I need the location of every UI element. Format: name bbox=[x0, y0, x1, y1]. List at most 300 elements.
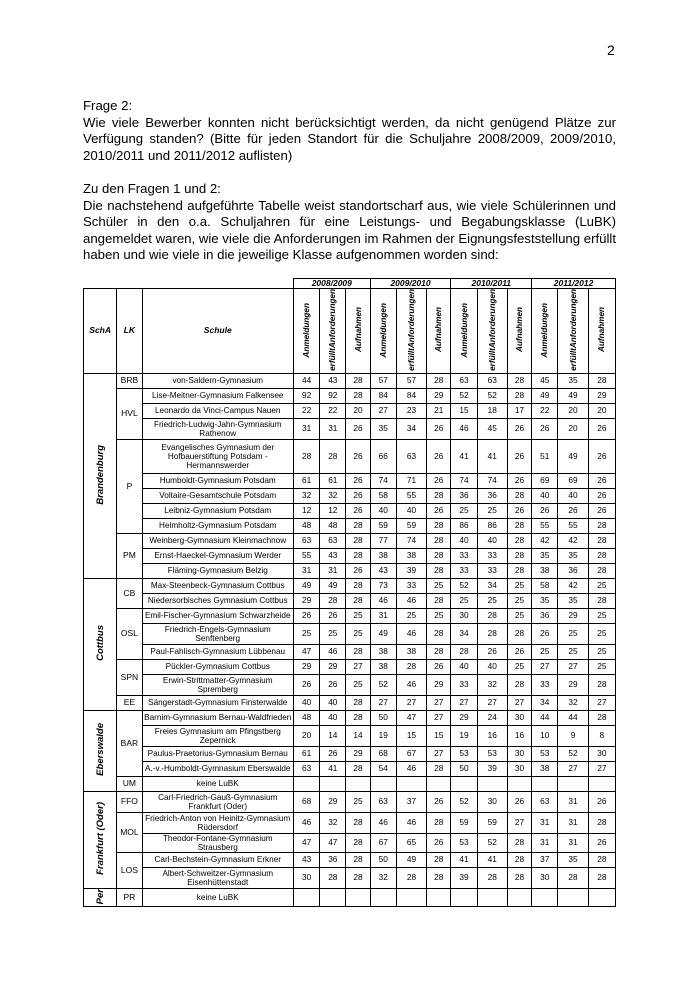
table-row bbox=[84, 644, 616, 659]
table-row bbox=[84, 593, 616, 608]
value-cell: 47 bbox=[320, 833, 346, 852]
value-cell: 27 bbox=[427, 746, 451, 761]
table-row bbox=[84, 695, 616, 710]
school-name: Emil-Fischer-Gymnasium Schwarzheide bbox=[142, 608, 293, 623]
school-name: Ernst-Haeckel-Gymnasium Werder bbox=[142, 548, 293, 563]
table-row bbox=[84, 563, 616, 578]
value-cell: 33 bbox=[477, 563, 507, 578]
value-cell: 33 bbox=[477, 548, 507, 563]
value-cell bbox=[507, 776, 531, 791]
scha-cell bbox=[84, 578, 117, 710]
value-cell: 46 bbox=[396, 674, 426, 695]
value-cell: 28 bbox=[346, 852, 370, 867]
value-cell bbox=[320, 776, 346, 791]
rotated-header-text: Aufnahmen bbox=[515, 307, 525, 353]
value-cell: 25 bbox=[346, 674, 370, 695]
value-cell: 28 bbox=[427, 548, 451, 563]
lk-cell: SPN bbox=[117, 659, 142, 695]
value-cell: 30 bbox=[588, 746, 615, 761]
table-row bbox=[84, 473, 616, 488]
value-cell: 63 bbox=[370, 791, 396, 812]
value-cell: 41 bbox=[477, 852, 507, 867]
value-cell: 26 bbox=[346, 503, 370, 518]
value-cell: 35 bbox=[558, 373, 588, 388]
value-cell: 28 bbox=[346, 695, 370, 710]
value-cell: 34 bbox=[477, 578, 507, 593]
value-cell: 25 bbox=[507, 593, 531, 608]
value-cell bbox=[558, 888, 588, 906]
value-cell: 63 bbox=[293, 533, 319, 548]
lk-cell: P bbox=[117, 439, 142, 533]
value-cell: 28 bbox=[346, 833, 370, 852]
value-cell: 26 bbox=[427, 439, 451, 473]
value-cell: 29 bbox=[427, 388, 451, 403]
scha-label: Eberswalde bbox=[94, 723, 106, 777]
school-name: Weinberg-Gymnasium Kleinmachnow bbox=[142, 533, 293, 548]
value-cell: 20 bbox=[293, 725, 319, 746]
value-cell bbox=[346, 776, 370, 791]
value-cell: 27 bbox=[346, 659, 370, 674]
table-row bbox=[84, 746, 616, 761]
col-header-anmeldungen bbox=[293, 289, 319, 374]
col-header-anmeldungen bbox=[370, 289, 396, 374]
value-cell: 29 bbox=[346, 746, 370, 761]
year-header: 2011/2012 bbox=[532, 279, 616, 289]
value-cell: 40 bbox=[451, 533, 477, 548]
value-cell: 74 bbox=[451, 473, 477, 488]
value-cell: 84 bbox=[396, 388, 426, 403]
value-cell: 28 bbox=[588, 563, 615, 578]
value-cell: 28 bbox=[346, 548, 370, 563]
value-cell bbox=[532, 776, 558, 791]
value-cell: 49 bbox=[532, 388, 558, 403]
value-cell bbox=[477, 776, 507, 791]
rotated-header-text: Aufnahmen bbox=[353, 307, 363, 353]
table-row bbox=[84, 812, 616, 833]
value-cell: 61 bbox=[320, 473, 346, 488]
table-row bbox=[84, 852, 616, 867]
col-header-scha: SchA bbox=[84, 289, 117, 374]
school-name: Paul-Fahlisch-Gymnasium Lübbenau bbox=[142, 644, 293, 659]
value-cell: 33 bbox=[451, 548, 477, 563]
value-cell: 25 bbox=[346, 608, 370, 623]
value-cell bbox=[370, 888, 396, 906]
lk-cell: LOS bbox=[117, 852, 142, 888]
table-row bbox=[84, 373, 616, 388]
value-cell: 36 bbox=[558, 563, 588, 578]
col-header-erfuellt bbox=[320, 289, 346, 374]
value-cell: 28 bbox=[346, 518, 370, 533]
value-cell: 26 bbox=[507, 791, 531, 812]
school-name: Theodor-Fontane-Gymnasium Strausberg bbox=[142, 833, 293, 852]
table-row bbox=[84, 659, 616, 674]
value-cell: 25 bbox=[507, 659, 531, 674]
value-cell: 34 bbox=[532, 695, 558, 710]
table-row bbox=[84, 776, 616, 791]
value-cell bbox=[588, 776, 615, 791]
value-cell: 20 bbox=[346, 403, 370, 418]
value-cell: 40 bbox=[320, 710, 346, 725]
value-cell: 52 bbox=[451, 578, 477, 593]
value-cell: 27 bbox=[427, 710, 451, 725]
value-cell bbox=[588, 888, 615, 906]
value-cell: 46 bbox=[396, 812, 426, 833]
value-cell: 26 bbox=[532, 623, 558, 644]
value-cell: 24 bbox=[477, 710, 507, 725]
school-name: Carl-Bechstein-Gymnasium Erkner bbox=[142, 852, 293, 867]
value-cell: 19 bbox=[370, 725, 396, 746]
value-cell: 74 bbox=[396, 533, 426, 548]
school-name: Leonardo da Vinci-Campus Nauen bbox=[142, 403, 293, 418]
school-name: keine LuBK bbox=[142, 776, 293, 791]
value-cell: 29 bbox=[293, 593, 319, 608]
col-header-schule: Schule bbox=[142, 289, 293, 374]
value-cell: 40 bbox=[532, 488, 558, 503]
table-row bbox=[84, 403, 616, 418]
table-row bbox=[84, 439, 616, 473]
school-name: Leibniz-Gymnasium Potsdam bbox=[142, 503, 293, 518]
value-cell bbox=[451, 776, 477, 791]
value-cell bbox=[396, 888, 426, 906]
value-cell: 28 bbox=[427, 563, 451, 578]
value-cell: 15 bbox=[451, 403, 477, 418]
value-cell: 28 bbox=[320, 593, 346, 608]
value-cell: 35 bbox=[370, 418, 396, 439]
value-cell: 12 bbox=[320, 503, 346, 518]
value-cell: 77 bbox=[370, 533, 396, 548]
value-cell: 45 bbox=[532, 373, 558, 388]
value-cell: 36 bbox=[477, 488, 507, 503]
value-cell: 26 bbox=[588, 791, 615, 812]
value-cell: 26 bbox=[427, 503, 451, 518]
value-cell: 20 bbox=[558, 403, 588, 418]
school-name: keine LuBK bbox=[142, 888, 293, 906]
value-cell: 28 bbox=[507, 373, 531, 388]
value-cell: 25 bbox=[532, 644, 558, 659]
table-row bbox=[84, 761, 616, 776]
value-cell: 39 bbox=[396, 563, 426, 578]
value-cell bbox=[451, 888, 477, 906]
value-cell: 55 bbox=[396, 488, 426, 503]
value-cell: 46 bbox=[370, 593, 396, 608]
value-cell: 31 bbox=[293, 418, 319, 439]
value-cell: 73 bbox=[370, 578, 396, 593]
value-cell: 26 bbox=[588, 439, 615, 473]
value-cell: 48 bbox=[293, 518, 319, 533]
value-cell: 26 bbox=[320, 746, 346, 761]
value-cell: 31 bbox=[532, 833, 558, 852]
value-cell: 59 bbox=[477, 812, 507, 833]
value-cell: 31 bbox=[558, 791, 588, 812]
value-cell: 36 bbox=[451, 488, 477, 503]
value-cell: 27 bbox=[427, 695, 451, 710]
value-cell: 25 bbox=[346, 791, 370, 812]
value-cell: 38 bbox=[370, 659, 396, 674]
value-cell: 49 bbox=[320, 578, 346, 593]
value-cell: 41 bbox=[451, 439, 477, 473]
value-cell: 28 bbox=[427, 373, 451, 388]
value-cell: 26 bbox=[507, 439, 531, 473]
value-cell: 26 bbox=[427, 473, 451, 488]
value-cell: 63 bbox=[396, 439, 426, 473]
value-cell: 74 bbox=[477, 473, 507, 488]
value-cell: 29 bbox=[320, 791, 346, 812]
value-cell: 59 bbox=[370, 518, 396, 533]
value-cell: 28 bbox=[346, 812, 370, 833]
value-cell: 26 bbox=[320, 674, 346, 695]
value-cell: 57 bbox=[370, 373, 396, 388]
value-cell: 28 bbox=[320, 867, 346, 888]
lk-cell: EE bbox=[117, 695, 142, 710]
school-name: Pückler-Gymnasium Cottbus bbox=[142, 659, 293, 674]
value-cell: 69 bbox=[558, 473, 588, 488]
value-cell: 27 bbox=[507, 812, 531, 833]
value-cell: 66 bbox=[370, 439, 396, 473]
value-cell: 33 bbox=[532, 674, 558, 695]
value-cell: 27 bbox=[370, 403, 396, 418]
value-cell: 29 bbox=[427, 674, 451, 695]
col-header-aufnahmen bbox=[346, 289, 370, 374]
value-cell: 50 bbox=[370, 852, 396, 867]
value-cell: 26 bbox=[427, 418, 451, 439]
value-cell: 26 bbox=[293, 608, 319, 623]
question-heading: Frage 2: bbox=[83, 98, 133, 113]
value-cell: 31 bbox=[320, 418, 346, 439]
value-cell: 28 bbox=[588, 710, 615, 725]
value-cell: 28 bbox=[346, 710, 370, 725]
value-cell: 28 bbox=[507, 388, 531, 403]
value-cell: 35 bbox=[558, 852, 588, 867]
scha-cell bbox=[84, 373, 117, 578]
value-cell: 40 bbox=[477, 533, 507, 548]
value-cell: 19 bbox=[451, 725, 477, 746]
value-cell: 9 bbox=[558, 725, 588, 746]
value-cell: 28 bbox=[451, 644, 477, 659]
col-header-lk: LK bbox=[117, 289, 142, 374]
table-row bbox=[84, 418, 616, 439]
year-header: 2009/2010 bbox=[370, 279, 451, 289]
value-cell: 38 bbox=[370, 548, 396, 563]
value-cell: 63 bbox=[451, 373, 477, 388]
value-cell: 30 bbox=[293, 867, 319, 888]
table-row bbox=[84, 488, 616, 503]
value-cell: 28 bbox=[320, 439, 346, 473]
value-cell: 71 bbox=[396, 473, 426, 488]
scha-label: Per bbox=[94, 888, 106, 905]
value-cell: 29 bbox=[451, 710, 477, 725]
value-cell: 29 bbox=[558, 608, 588, 623]
col-header-aufnahmen bbox=[588, 289, 615, 374]
value-cell: 26 bbox=[507, 503, 531, 518]
rotated-header-text: Anmeldungen bbox=[302, 302, 312, 358]
value-cell: 69 bbox=[532, 473, 558, 488]
value-cell: 61 bbox=[293, 746, 319, 761]
value-cell: 28 bbox=[477, 608, 507, 623]
value-cell: 55 bbox=[558, 518, 588, 533]
value-cell: 26 bbox=[588, 488, 615, 503]
value-cell: 50 bbox=[451, 761, 477, 776]
value-cell: 27 bbox=[370, 695, 396, 710]
table-row bbox=[84, 623, 616, 644]
value-cell: 29 bbox=[588, 388, 615, 403]
value-cell: 28 bbox=[507, 563, 531, 578]
value-cell: 57 bbox=[396, 373, 426, 388]
value-cell: 30 bbox=[532, 867, 558, 888]
lk-cell: BRB bbox=[117, 373, 142, 388]
value-cell: 28 bbox=[477, 623, 507, 644]
value-cell: 28 bbox=[507, 518, 531, 533]
school-name: Barnim-Gymnasium Bernau-Waldfrieden bbox=[142, 710, 293, 725]
value-cell: 26 bbox=[346, 473, 370, 488]
value-cell: 8 bbox=[588, 725, 615, 746]
lk-cell: PR bbox=[117, 888, 142, 906]
value-cell: 48 bbox=[293, 710, 319, 725]
value-cell: 86 bbox=[451, 518, 477, 533]
value-cell: 42 bbox=[558, 578, 588, 593]
value-cell: 26 bbox=[507, 473, 531, 488]
value-cell: 28 bbox=[346, 373, 370, 388]
value-cell: 49 bbox=[396, 852, 426, 867]
school-name: Evangelisches Gymnasium der Hofbauerstiftung Potsdam - Hermannswerder bbox=[142, 439, 293, 473]
value-cell: 54 bbox=[370, 761, 396, 776]
value-cell: 28 bbox=[427, 623, 451, 644]
value-cell: 28 bbox=[427, 852, 451, 867]
value-cell: 28 bbox=[507, 548, 531, 563]
value-cell: 26 bbox=[346, 439, 370, 473]
value-cell: 33 bbox=[396, 578, 426, 593]
value-cell: 52 bbox=[477, 833, 507, 852]
value-cell: 68 bbox=[370, 746, 396, 761]
value-cell: 48 bbox=[320, 518, 346, 533]
value-cell: 53 bbox=[451, 833, 477, 852]
value-cell bbox=[320, 888, 346, 906]
page-number: 2 bbox=[607, 42, 615, 58]
value-cell: 25 bbox=[427, 578, 451, 593]
value-cell: 29 bbox=[320, 659, 346, 674]
value-cell: 37 bbox=[396, 791, 426, 812]
value-cell: 30 bbox=[507, 761, 531, 776]
value-cell: 46 bbox=[396, 761, 426, 776]
value-cell: 25 bbox=[507, 608, 531, 623]
col-header-erfuellt bbox=[558, 289, 588, 374]
school-name: Fläming-Gymnasium Belzig bbox=[142, 563, 293, 578]
value-cell: 31 bbox=[558, 833, 588, 852]
value-cell: 25 bbox=[427, 608, 451, 623]
value-cell: 23 bbox=[396, 403, 426, 418]
value-cell: 28 bbox=[427, 644, 451, 659]
value-cell: 28 bbox=[588, 852, 615, 867]
value-cell: 35 bbox=[532, 548, 558, 563]
table-row bbox=[84, 533, 616, 548]
value-cell: 26 bbox=[427, 659, 451, 674]
value-cell: 22 bbox=[320, 403, 346, 418]
value-cell: 28 bbox=[396, 659, 426, 674]
value-cell: 26 bbox=[507, 418, 531, 439]
value-cell: 27 bbox=[588, 761, 615, 776]
value-cell: 49 bbox=[370, 623, 396, 644]
value-cell: 31 bbox=[293, 563, 319, 578]
value-cell bbox=[396, 776, 426, 791]
value-cell: 25 bbox=[588, 608, 615, 623]
lk-cell: OSL bbox=[117, 608, 142, 659]
value-cell: 38 bbox=[396, 548, 426, 563]
value-cell: 28 bbox=[588, 548, 615, 563]
col-header-erfuellt bbox=[396, 289, 426, 374]
value-cell: 26 bbox=[588, 473, 615, 488]
value-cell: 53 bbox=[532, 746, 558, 761]
value-cell: 28 bbox=[507, 833, 531, 852]
value-cell: 63 bbox=[320, 533, 346, 548]
value-cell: 38 bbox=[396, 644, 426, 659]
value-cell: 41 bbox=[451, 852, 477, 867]
answer-heading: Zu den Fragen 1 und 2: bbox=[83, 181, 221, 196]
value-cell: 25 bbox=[588, 659, 615, 674]
table-row bbox=[84, 518, 616, 533]
school-name: A.-v.-Humboldt-Gymnasium Eberswalde bbox=[142, 761, 293, 776]
school-name: Sängerstadt-Gymnasium Finsterwalde bbox=[142, 695, 293, 710]
value-cell: 49 bbox=[558, 439, 588, 473]
school-name: Albert-Schweitzer-Gymnasium Eisenhüttenstadt bbox=[142, 867, 293, 888]
rotated-header-text: erfülltAnforderungen bbox=[487, 289, 497, 371]
value-cell: 51 bbox=[532, 439, 558, 473]
value-cell: 52 bbox=[451, 791, 477, 812]
table-row bbox=[84, 674, 616, 695]
value-cell: 28 bbox=[588, 533, 615, 548]
value-cell: 55 bbox=[532, 518, 558, 533]
value-cell: 32 bbox=[477, 674, 507, 695]
value-cell: 28 bbox=[346, 644, 370, 659]
value-cell: 33 bbox=[451, 563, 477, 578]
value-cell: 36 bbox=[320, 852, 346, 867]
value-cell: 49 bbox=[558, 388, 588, 403]
value-cell: 28 bbox=[346, 593, 370, 608]
value-cell: 52 bbox=[558, 746, 588, 761]
value-cell: 30 bbox=[507, 710, 531, 725]
value-cell: 46 bbox=[396, 593, 426, 608]
value-cell: 44 bbox=[532, 710, 558, 725]
value-cell: 31 bbox=[370, 608, 396, 623]
value-cell: 40 bbox=[320, 695, 346, 710]
lk-cell: UM bbox=[117, 776, 142, 791]
table-row bbox=[84, 608, 616, 623]
school-name: Paulus-Praetorius-Gymnasium Bernau bbox=[142, 746, 293, 761]
value-cell: 32 bbox=[320, 812, 346, 833]
value-cell: 58 bbox=[532, 578, 558, 593]
value-cell: 28 bbox=[477, 867, 507, 888]
value-cell: 59 bbox=[396, 518, 426, 533]
value-cell: 26 bbox=[558, 503, 588, 518]
value-cell: 25 bbox=[507, 578, 531, 593]
value-cell: 25 bbox=[320, 623, 346, 644]
value-cell: 27 bbox=[507, 695, 531, 710]
value-cell: 28 bbox=[346, 761, 370, 776]
school-name: von-Saldern-Gymnasium bbox=[142, 373, 293, 388]
value-cell: 26 bbox=[507, 644, 531, 659]
value-cell: 25 bbox=[293, 623, 319, 644]
value-cell: 25 bbox=[558, 623, 588, 644]
value-cell: 28 bbox=[396, 867, 426, 888]
answer-text: Die nachstehend aufgeführte Tabelle weist standortscharf aus, wie viele Schülerinnen und Schüler in den o.a. Schuljahren für eine Leistungs- und Begabungsklasse (LuBK) angemeldet waren, wie viele die Anforderungen im Rahmen der Eignungsfeststellung erfüllt haben und wie viele in die jeweilige Klasse aufgenommen worden sind: bbox=[83, 197, 616, 262]
value-cell: 38 bbox=[532, 563, 558, 578]
value-cell: 86 bbox=[477, 518, 507, 533]
table-row bbox=[84, 791, 616, 812]
value-cell: 28 bbox=[588, 518, 615, 533]
lk-cell: CB bbox=[117, 578, 142, 608]
value-cell: 28 bbox=[427, 488, 451, 503]
school-name: Helmholtz-Gymnasium Potsdam bbox=[142, 518, 293, 533]
value-cell: 29 bbox=[293, 659, 319, 674]
value-cell: 84 bbox=[370, 388, 396, 403]
